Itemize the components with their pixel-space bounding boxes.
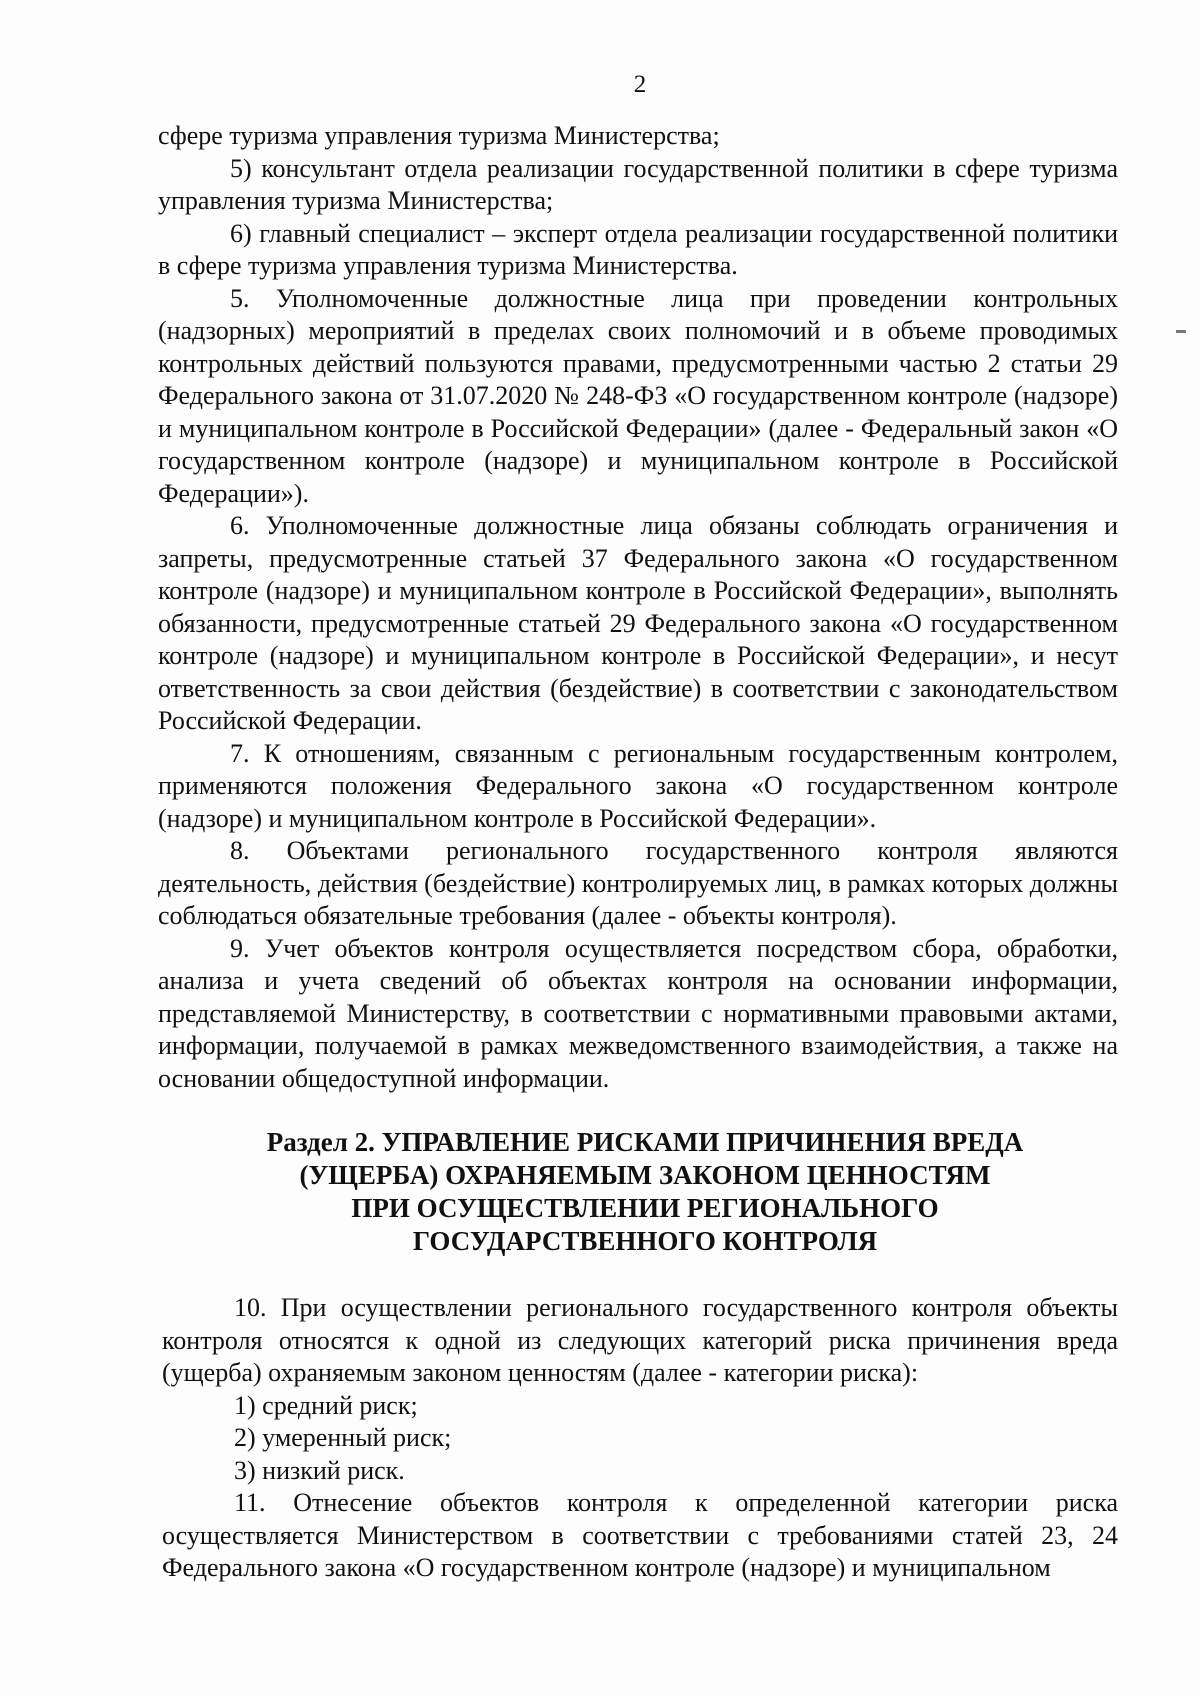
body-text-top (158, 120, 1118, 1095)
risk-item-medium: 1) средний риск; (234, 1390, 418, 1420)
clause-11: 11. Отнесение объектов контроля к определенной категории риска осуществляется Министерством в соответствии с требованиями статей 23, 24 Федерального закона «О государственном контроле (надзоре) и муниципальном (162, 1488, 1118, 1582)
clause-5: 5. Уполномоченные должностные лица при проведении контрольных (надзорных) мероприятий в пределах своих полномочий и в объеме проводимых контрольных действий пользуются правами, предусмотренными частью 2 статьи 29 Федерального закона от 31.07.2020 № 248-ФЗ «О государственном контроле (надзоре) и муниципальном контроле в Российской Федерации» (далее - Федеральный закон «О государственном контроле (надзоре) и муниципальном контроле в Российской Федерации»). (158, 283, 1118, 508)
clause-10: 10. При осуществлении регионального государственного контроля объекты контроля относятся к одной из следующих категорий риска причинения вреда (ущерба) охраняемым законом ценностям (далее - категории риска): (162, 1293, 1118, 1387)
section-heading-line: (УЩЕРБА) ОХРАНЯЕМЫМ ЗАКОНОМ ЦЕННОСТЯМ (299, 1160, 991, 1190)
clause-7: 7. К отношениям, связанным с региональным государственным контролем, применяются положения Федерального закона «О государственном контроле (надзоре) и муниципальном контроле в Российской Федерации». (158, 738, 1118, 833)
risk-item-moderate: 2) умеренный риск; (234, 1423, 452, 1452)
paragraph-continuation: сфере туризма управления туризма Министерства; (158, 121, 720, 150)
list-item-5-consultant: 5) консультант отдела реализации государственной политики в сфере туризма управления туризма Министерства; (158, 153, 1118, 215)
clause-9: 9. Учет объектов контроля осуществляется посредством сбора, обработки, анализа и учета сведений об объектах контроля на основании информации, представляемой Министерству, в соответствии с нормативными правовыми актами, информации, получаемой в рамках межведомственного взаимодействия, а также на основании общедоступной информации. (158, 933, 1118, 1093)
scan-margin-mark (1176, 330, 1186, 333)
section-heading-line: ГОСУДАРСТВЕННОГО КОНТРОЛЯ (412, 1226, 878, 1256)
section-2-heading (200, 1126, 1090, 1258)
section-heading-line: ПРИ ОСУЩЕСТВЛЕНИИ РЕГИОНАЛЬНОГО (351, 1193, 939, 1223)
page-number: 2 (633, 71, 647, 98)
section-heading-line: Раздел 2. УПРАВЛЕНИЕ РИСКАМИ ПРИЧИНЕНИЯ ВРЕДА (266, 1127, 1024, 1157)
body-text-bottom (162, 1292, 1118, 1585)
risk-item-low: 3) низкий риск. (234, 1455, 405, 1485)
clause-6: 6. Уполномоченные должностные лица обязаны соблюдать ограничения и запреты, предусмотренные статьей 37 Федерального закона «О государственном контроле (надзоре) и муниципальном контроле в Российской Федерации», выполнять обязанности, предусмотренные статьей 29 Федерального закона «О государственном контроле (надзоре) и муниципальном контроле в Российской Федерации», и несут ответственность за свои действия (бездействие) в соответствии с законодательством Российской Федерации. (158, 511, 1118, 735)
clause-8: 8. Объектами регионального государственного контроля являются деятельность, действия (бездействие) контролируемых лиц, в рамках которых должны соблюдаться обязательные требования (далее - объекты контроля). (158, 836, 1118, 930)
list-item-6-chief-specialist: 6) главный специалист – эксперт отдела реализации государственной политики в сфере туризма управления туризма Министерства. (158, 218, 1118, 280)
